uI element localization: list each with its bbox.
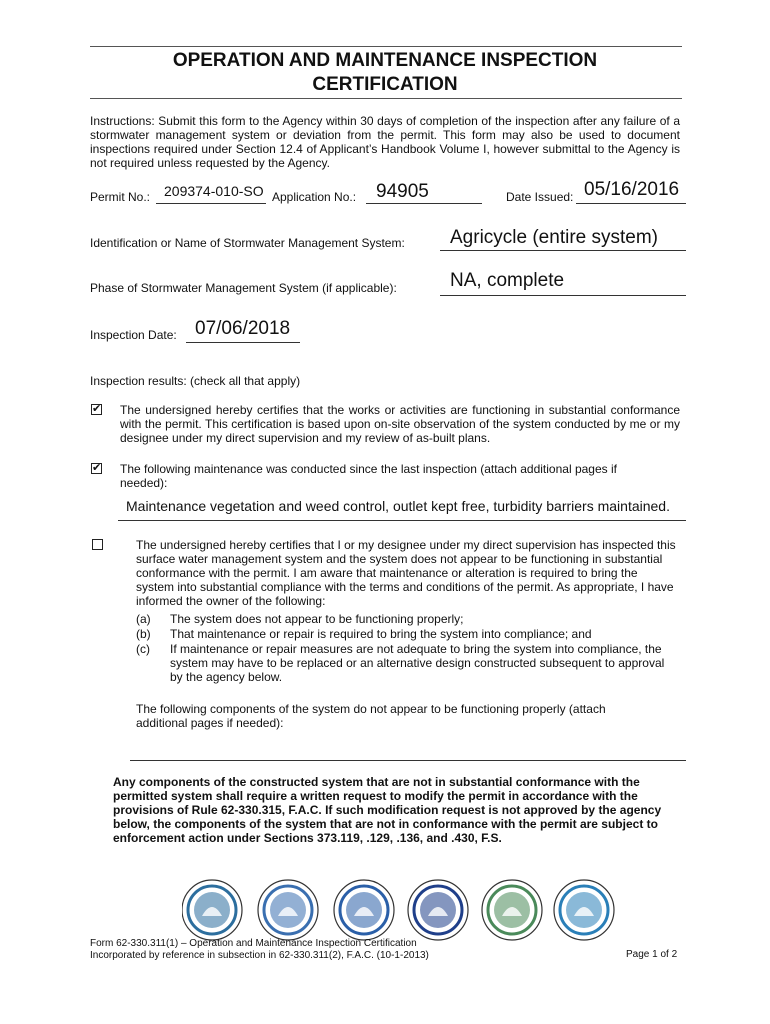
application-label: Application No.:	[272, 190, 357, 204]
warning-paragraph: Any components of the constructed system that are not in substantial conformance with the permitted system shall require a written request to modify the permit in accordance with the provisions of Rule 62-330.315, F.A.C. If such modification request is not approved by the agency below, the components of the system that are not in conformance with the permit are subject to enforcement action under Sections 373.119, .129, .136, and .430, F.S.	[113, 775, 662, 845]
date-issued-label: Date Issued:	[506, 190, 574, 204]
top-rule	[90, 46, 682, 47]
option2-text: The following maintenance was conducted since the last inspection (attach additional pages if needed):	[120, 462, 617, 490]
maintenance-underline	[118, 520, 686, 521]
maintenance-value[interactable]: Maintenance vegetation and weed control, outlet kept free, turbidity barriers maintained.	[126, 498, 670, 514]
components-text: The following components of the system do not appear to be functioning properly (attach additional pages if needed):	[136, 702, 606, 730]
sjr-seal	[408, 880, 468, 940]
date-issued-value[interactable]: 05/16/2016	[584, 179, 680, 200]
form-title-line2: CERTIFICATION	[312, 74, 458, 95]
title-rule	[90, 98, 682, 99]
inspection-date-underline	[186, 342, 300, 343]
sfwmd-seal	[554, 880, 614, 940]
dep-seal	[182, 880, 242, 940]
application-value[interactable]: 94905	[376, 181, 429, 202]
phase-label: Phase of Stormwater Management System (if applicable):	[90, 281, 397, 295]
option3-text: The undersigned hereby certifies that I or my designee under my direct supervision has inspected this surface water management system and the system does not appear to be functioning in substantial conformance with the permit. I am aware that maintenance or alteration is required to bring the system into substantial compliance with the terms and conditions of the permit. As appropriate, I have informed the owner of the following:	[136, 538, 676, 608]
option3-item-a-text: The system does not appear to be functioning properly;	[170, 612, 464, 626]
option3-item-c-text: If maintenance or repair measures are not adequate to bring the system into compliance, the system may have to be replaced or an alternative design constructed subsequent to approval by the agency below.	[170, 642, 665, 684]
suwannee-seal	[334, 880, 394, 940]
date-issued-underline	[576, 203, 686, 204]
option3-checkbox[interactable]	[92, 539, 103, 550]
option1-text: The undersigned hereby certifies that the works or activities are functioning in substantial conformance with the permit. This certification is based upon on-site observation of the system conducted by me or my designee under my direct supervision and my review of as-built plans.	[120, 403, 680, 445]
components-underline	[130, 760, 686, 761]
instructions: Instructions: Submit this form to the Agency within 30 days of completion of the inspection after any failure of a stormwater management system or deviation from the permit. This form may also be used to document inspections required under Section 12.4 of Applicant’s Handbook Volume I, however submittal to the Agency is not required unless requested by the Agency.	[90, 114, 680, 170]
option3-item-b-marker: (b)	[136, 627, 151, 641]
nwf-seal	[258, 880, 318, 940]
agency-seals	[182, 876, 682, 946]
option3-item-a-marker: (a)	[136, 612, 151, 626]
permit-value[interactable]: 209374-010-SO	[164, 183, 264, 199]
footer-form-id: Form 62-330.311(1) – Operation and Maintenance Inspection Certification	[90, 938, 417, 949]
system-name-underline	[440, 250, 686, 251]
swf-seal	[482, 880, 542, 940]
option3-item-c-marker: (c)	[136, 642, 150, 656]
inspection-date-value[interactable]: 07/06/2018	[195, 318, 291, 339]
system-name-label: Identification or Name of Stormwater Management System:	[90, 236, 405, 250]
phase-underline	[440, 295, 686, 296]
results-label: Inspection results: (check all that apply)	[90, 374, 301, 388]
footer-incorporated: Incorporated by reference in subsection in 62-330.311(2), F.A.C. (10-1-2013)	[90, 950, 429, 961]
option3-item-b-text: That maintenance or repair is required to bring the system into compliance; and	[170, 627, 592, 641]
page-number: Page 1 of 2	[626, 949, 678, 960]
form-title-line1: OPERATION AND MAINTENANCE INSPECTION	[172, 50, 598, 71]
option1-checkbox[interactable]: ✔	[92, 403, 102, 415]
permit-underline	[156, 203, 266, 204]
option2-checkbox[interactable]: ✔	[92, 462, 102, 474]
application-underline	[366, 203, 482, 204]
inspection-date-label: Inspection Date:	[90, 328, 177, 342]
phase-value[interactable]: NA, complete	[450, 270, 565, 291]
permit-label: Permit No.:	[90, 190, 151, 204]
system-name-value[interactable]: Agricycle (entire system)	[450, 227, 658, 248]
